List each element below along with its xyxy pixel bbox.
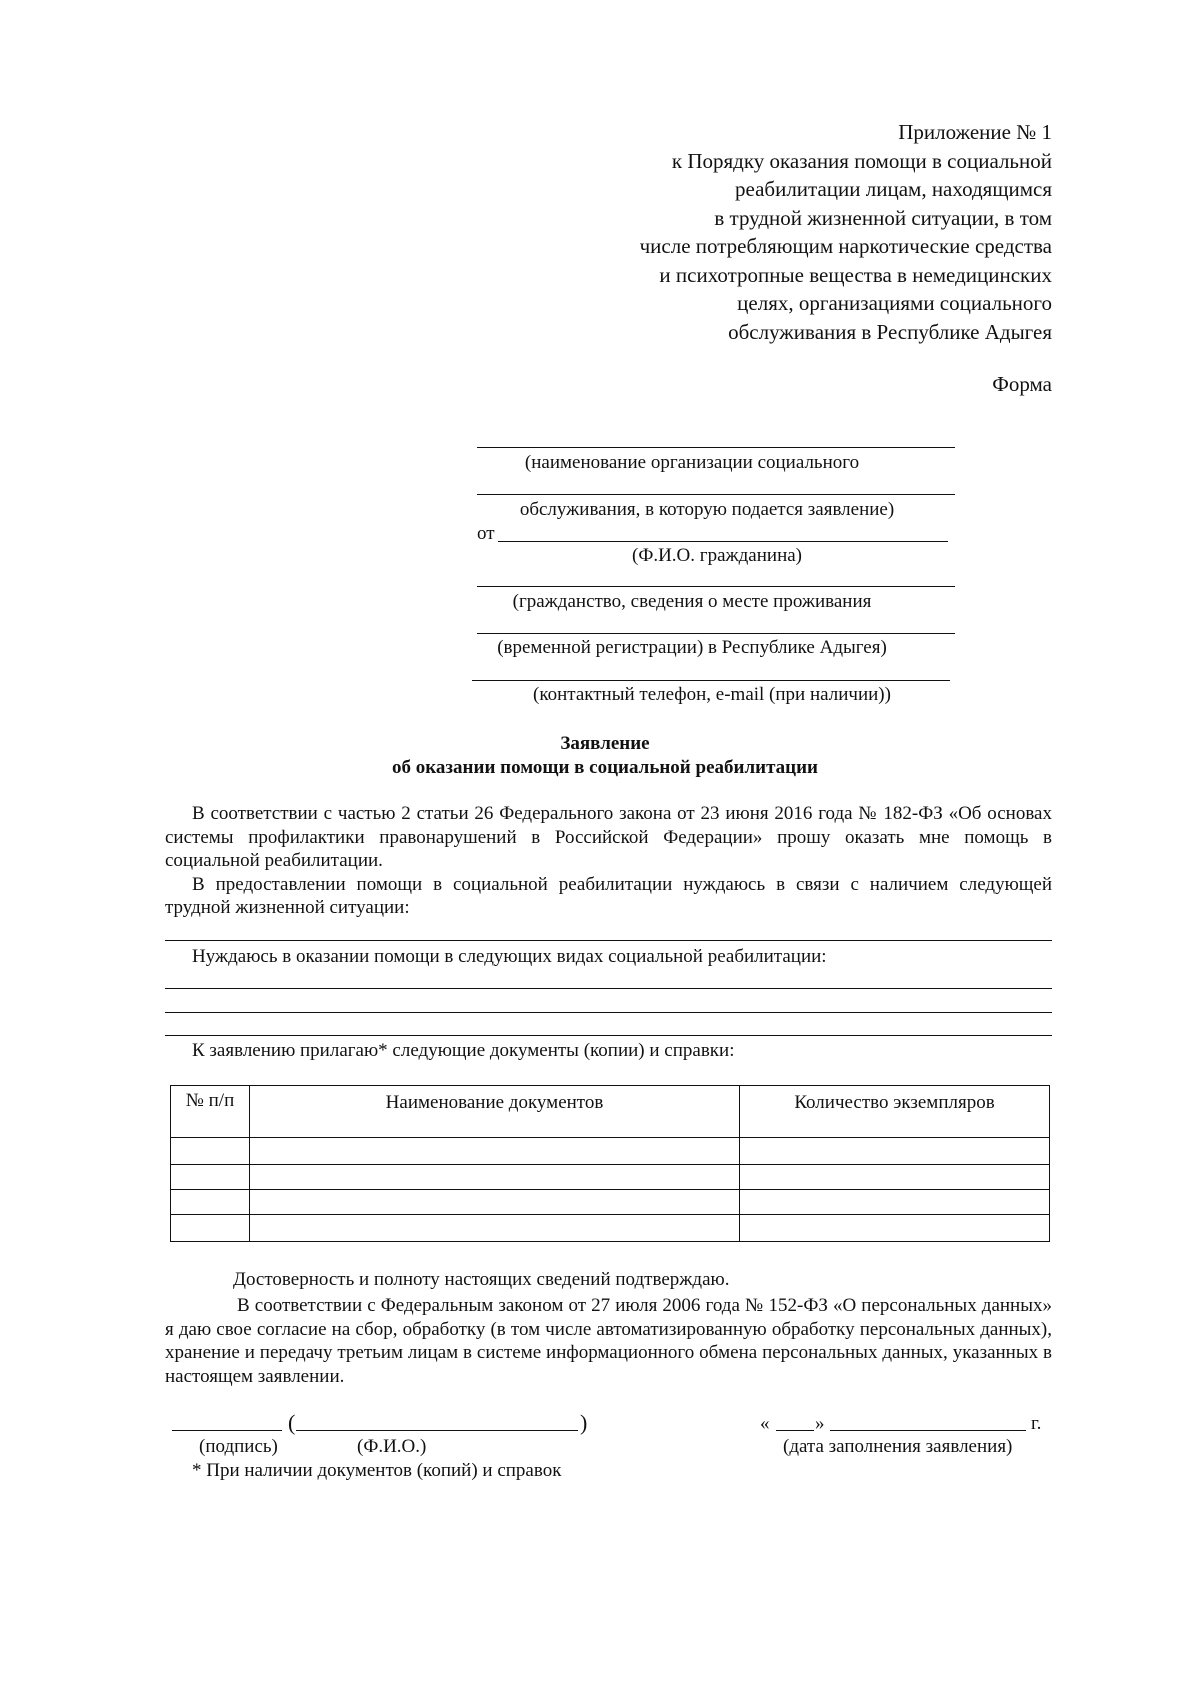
field-label: обслуживания, в которую подается заявление)	[519, 499, 895, 520]
from-label: от	[477, 523, 495, 544]
consent-text: В соответствии с Федеральным законом от 27 июля 2006 года № 152-ФЗ «О персональных данных» я даю свое согласие на сбор, обработку (в том числе автоматизированную обработку персональных данных), хранение и передачу третьим лицам в системе информационного обмена персональных данных, указанных в настоящем заявлении.	[165, 1295, 1052, 1387]
table-row	[171, 1138, 1050, 1165]
table-cell[interactable]	[171, 1138, 250, 1165]
paren-close: )	[580, 1410, 588, 1435]
paren-open: (	[288, 1410, 296, 1435]
table-header-row	[171, 1086, 1050, 1138]
date-label: (дата заполнения заявления)	[783, 1436, 1013, 1457]
field-label: (временной регистрации) в Республике Адыгея)	[497, 637, 887, 658]
table-cell[interactable]	[171, 1190, 250, 1215]
table-cell[interactable]	[740, 1190, 1050, 1215]
table-cell[interactable]	[250, 1165, 740, 1190]
rehab-types-text: Нуждаюсь в оказании помощи в следующих видах социальной реабилитации:	[192, 946, 827, 967]
org-name-line[interactable]	[477, 447, 955, 448]
header-line: реабилитации лицам, находящимся	[735, 177, 1052, 201]
header-line: обслуживания в Республике Адыгея	[728, 320, 1052, 344]
signature-label: (подпись)	[199, 1436, 278, 1457]
field-label: (Ф.И.О. гражданина)	[632, 545, 802, 566]
header-line: целях, организациями социального	[737, 291, 1052, 315]
table-cell[interactable]	[171, 1165, 250, 1190]
contact-line[interactable]	[472, 680, 950, 681]
consent-paragraph	[165, 1294, 1052, 1388]
header-line: числе потребляющим наркотические средства	[639, 234, 1052, 258]
rehab-types-line[interactable]	[165, 988, 1052, 989]
situation-line[interactable]	[165, 940, 1052, 941]
header-line: к Порядку оказания помощи в социальной	[671, 149, 1052, 173]
quote-open: «	[760, 1413, 770, 1434]
col-count-header: Количество экземпляров	[740, 1086, 1050, 1138]
name-label: (Ф.И.О.)	[357, 1436, 427, 1457]
quote-close: »	[815, 1413, 825, 1434]
field-label: (наименование организации социального	[524, 452, 860, 473]
request-paragraph	[165, 802, 1052, 920]
citizen-name-line[interactable]	[498, 541, 948, 542]
field-label: (гражданство, сведения о месте проживания	[512, 591, 872, 612]
table-row	[171, 1215, 1050, 1242]
rehab-types-line[interactable]	[165, 1035, 1052, 1036]
signature-line[interactable]	[172, 1430, 282, 1431]
registration-line[interactable]	[477, 633, 955, 634]
table-cell[interactable]	[171, 1215, 250, 1242]
table-cell[interactable]	[740, 1138, 1050, 1165]
header-line: и психотропные вещества в немедицинских	[659, 263, 1052, 287]
table-cell[interactable]	[250, 1190, 740, 1215]
table-cell[interactable]	[250, 1215, 740, 1242]
col-number-header: № п/п	[171, 1086, 250, 1138]
table-cell[interactable]	[740, 1165, 1050, 1190]
table-row	[171, 1165, 1050, 1190]
rehab-types-line[interactable]	[165, 1012, 1052, 1013]
header-line: Приложение № 1	[898, 120, 1052, 144]
table-cell[interactable]	[740, 1215, 1050, 1242]
field-label: (контактный телефон, e-mail (при наличии))	[533, 684, 891, 705]
header-line: в трудной жизненной ситуации, в том	[714, 206, 1052, 230]
day-line[interactable]	[776, 1430, 814, 1431]
table-row	[171, 1190, 1050, 1215]
name-line[interactable]	[296, 1430, 578, 1431]
table-cell[interactable]	[250, 1138, 740, 1165]
situation-text: В предоставлении помощи в социальной реабилитации нуждаюсь в связи с наличием следующей трудной жизненной ситуации:	[165, 873, 1052, 918]
form-label: Форма	[992, 372, 1052, 396]
citizenship-line[interactable]	[477, 586, 955, 587]
footnote: * При наличии документов (копий) и справок	[192, 1460, 562, 1481]
attachments-text: К заявлению прилагаю* следующие документы (копии) и справки:	[192, 1040, 735, 1061]
document-title: Заявление	[560, 733, 650, 754]
document-subtitle: об оказании помощи в социальной реабилитации	[392, 757, 818, 778]
confirmation-text: Достоверность и полноту настоящих сведений подтверждаю.	[233, 1269, 730, 1290]
org-name-line-2[interactable]	[477, 494, 955, 495]
col-name-header: Наименование документов	[250, 1086, 740, 1138]
documents-table	[170, 1085, 1050, 1242]
request-text: В соответствии с частью 2 статьи 26 Федерального закона от 23 июня 2016 года № 182-ФЗ «Об основах системы профилактики правонарушений в Российской Федерации» прошу оказать мне помощь в социальной реабилитации.	[165, 803, 1052, 871]
date-line[interactable]	[830, 1430, 1026, 1431]
year-suffix: г.	[1031, 1413, 1042, 1434]
